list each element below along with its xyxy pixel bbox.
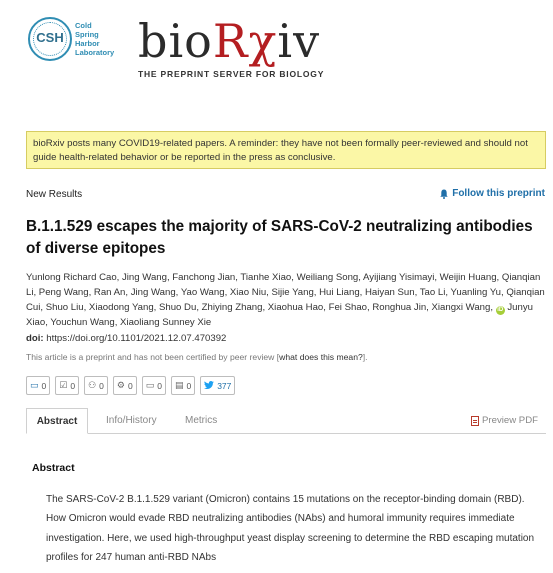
- biorxiv-logo[interactable]: [138, 14, 320, 68]
- metrics-bar: [26, 376, 235, 395]
- doi-link[interactable]: https://doi.org/10.1101/2021.12.07.470392: [46, 333, 227, 344]
- gears-icon: ⚙: [116, 380, 125, 390]
- orcid-icon[interactable]: iD: [497, 307, 504, 313]
- monitor-icon: ▭: [145, 380, 155, 390]
- covid-notice-banner: bioRxiv posts many COVID19-related papers. A reminder: they have not been formally peer-reviewed and should not guide health-related behavior or be reported in the press as conclusive.: [26, 131, 546, 169]
- community-count: 0: [99, 380, 104, 391]
- follow-preprint-label: Follow this preprint: [452, 188, 545, 199]
- abstract-text: The SARS-CoV-2 B.1.1.529 variant (Omicron) contains 15 mutations on the receptor-binding domain (RBD). How Omicron would evade RBD neutralizing antibodies (NAbs) and humoral immunity requires immediate investigation. Here, we used high-throughput yeast display screening to determine the RBD escaping mutation profiles for 247 human anti-RBD NAbs: [46, 494, 535, 563]
- twitter-count: 377: [217, 380, 232, 391]
- site-header: [0, 0, 553, 110]
- comment-icon: ▭: [30, 380, 39, 390]
- preprint-note-end: ].: [362, 352, 368, 362]
- twitter-metric[interactable]: [200, 376, 235, 395]
- automated-count: 0: [127, 380, 133, 391]
- article-title: B.1.1.529 escapes the majority of SARS-CoV-2 neutralizing antibodies of diverse epitopes: [26, 218, 533, 257]
- bell-icon: [440, 189, 448, 199]
- comments-count: 0: [41, 380, 47, 391]
- media-count: 0: [157, 380, 162, 391]
- csh-logo[interactable]: [28, 17, 128, 61]
- check-icon: ☑: [59, 380, 68, 390]
- doi-label: doi:: [26, 333, 44, 344]
- csh-letters: CSH: [36, 30, 64, 45]
- follow-preprint-button[interactable]: [440, 188, 545, 199]
- tab-metrics[interactable]: Metrics: [185, 415, 218, 426]
- tab-info-history[interactable]: Info/History: [106, 415, 157, 426]
- author-list: [26, 270, 546, 330]
- csh-line-1: Cold: [75, 21, 92, 30]
- preprint-note-text: This article is a preprint and has not been certified by peer review [: [26, 352, 280, 362]
- people-icon: ⚇: [88, 380, 97, 390]
- site-tagline: THE PREPRINT SERVER FOR BIOLOGY: [138, 69, 325, 79]
- authors-tail[interactable]: Junyu Xiao, Youchun Wang, Xiaoliang Sunney Xie: [26, 302, 533, 328]
- preview-pdf-link[interactable]: [471, 408, 538, 434]
- abstract-heading: Abstract: [32, 462, 75, 474]
- csh-name: [75, 21, 114, 57]
- doi-line: [26, 333, 226, 344]
- authors-main[interactable]: Yunlong Richard Cao, Jing Wang, Fanchong Jian, Tianhe Xiao, Weiliang Song, Ayijiang Yisimayi, Weijin Huang, Qianqian Li, Peng Wang, Ran An, Jing Wang, Yao Wang, Xiao Niu, Sijie Yang, Hui Liang, Haiyan Sun, Tao Li, Yuanling Yu, Qianqian Cui, Shuo Liu, Xiaodong Yang, Shuo Du, Zhiying Zhang, Xiaohua Hao, Fei Shao, Ronghua Jin, Xiangxi Wang,: [26, 272, 545, 313]
- preview-pdf-label: Preview PDF: [482, 415, 538, 426]
- tab-abstract[interactable]: Abstract: [26, 408, 88, 434]
- article-category: New Results: [26, 189, 83, 200]
- twitter-icon: [204, 381, 214, 391]
- logo-part-iv: iv: [277, 14, 321, 68]
- community-metric[interactable]: [84, 376, 108, 395]
- article-tabs: [26, 408, 546, 434]
- video-count: 0: [186, 380, 192, 391]
- media-metric[interactable]: [142, 376, 166, 395]
- video-metric[interactable]: [171, 376, 195, 395]
- reviews-count: 0: [70, 380, 76, 391]
- film-icon: ▤: [174, 380, 184, 390]
- automated-metric[interactable]: [113, 376, 137, 395]
- logo-part-rx: Rχ: [212, 14, 278, 68]
- csh-line-3: Harbor: [75, 39, 100, 48]
- csh-line-4: Laboratory: [75, 48, 115, 57]
- what-does-this-mean-link[interactable]: what does this mean?: [279, 352, 363, 362]
- reviews-metric[interactable]: [55, 376, 79, 395]
- comments-metric[interactable]: [26, 376, 50, 395]
- csh-line-2: Spring: [75, 30, 99, 39]
- preprint-disclaimer: [26, 352, 368, 362]
- pdf-icon: [471, 416, 479, 426]
- logo-part-bio: bio: [138, 14, 213, 68]
